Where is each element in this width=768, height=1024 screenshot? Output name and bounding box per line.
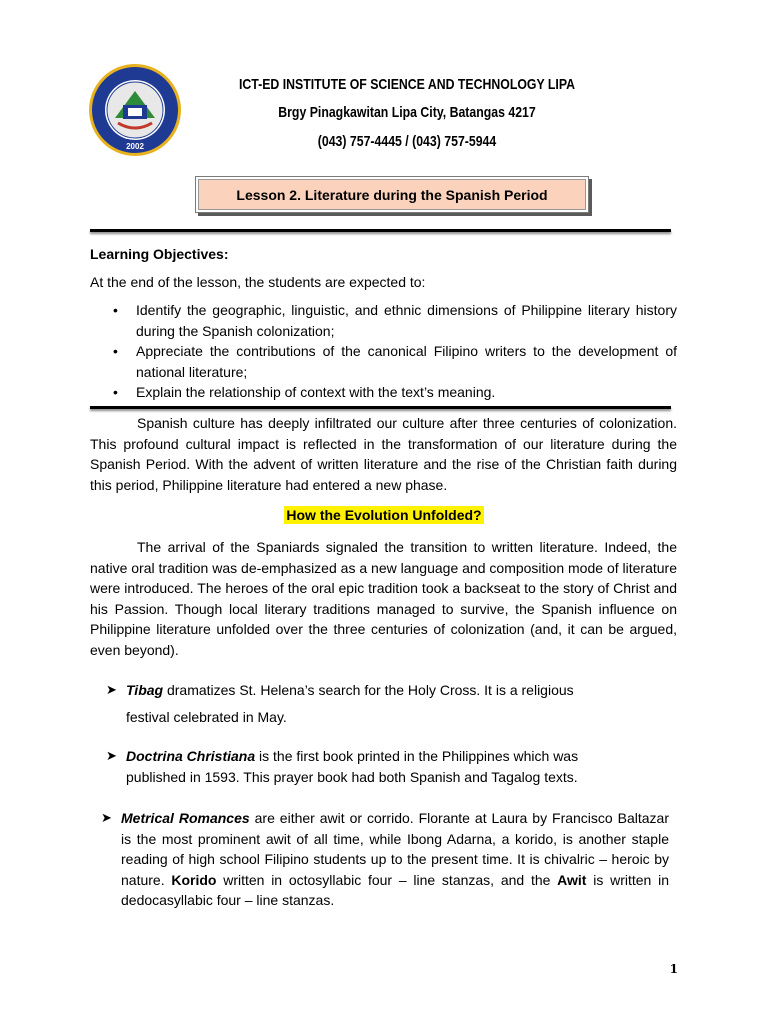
list-item: • Identify the geographic, linguistic, and ethnic dimensions of Philippine literary history during the Spanish colonization; [113,302,677,339]
list-item-tibag-cont: festival celebrated in May. [126,709,287,725]
term-metrical: Metrical Romances [121,810,250,826]
list-item: • Explain the relationship of context with the text’s meaning. [113,384,496,401]
list-item-doctrina: Doctrina Christiana is the first book printed in the Philippines which was [126,748,579,764]
logo-year: 2002 [126,142,144,151]
institution-address: Brgy Pinagkawitan Lipa City, Batangas 4217 [278,104,536,121]
arrow-bullet-icon: ➤ [101,810,112,825]
objectives-list [109,300,677,403]
term-awit: Awit [557,871,587,888]
objectives-intro: At the end of the lesson, the students are expected to: [90,274,426,290]
list-item: • Appreciate the contributions of the canonical Filipino writers to the development of national literature; [113,343,677,380]
lesson-title: Lesson 2. Literature during the Spanish Period [236,186,548,203]
term-tibag: Tibag [126,682,164,698]
arrow-bullet-icon: ➤ [106,682,117,697]
term-doctrina: Doctrina Christiana [126,748,256,764]
intro-paragraph: Spanish culture has deeply infiltrated our culture after three centuries of colonization. This profound cultural impact is reflected in the transformation of our literature during the Spanish Period. With the advent of written literature and the rise of the Christian faith during this period, Philippine literature had entered a new phase. [90,415,677,493]
page-number: 1 [669,962,678,976]
section-title-wrap [0,507,768,525]
term-korido: Korido [171,871,217,888]
arrow-bullet-icon: ➤ [106,748,117,763]
evolution-paragraph: The arrival of the Spaniards signaled the transition to written literature. Indeed, the native oral tradition was de-emphasized as a new language and composition mode of literature were introduced. The heroes of the oral epic tradition took a backseat to the story of Christ and his Passion. Though local literary traditions managed to survive, the Spanish influence on Philippine literature unfolded over the three centuries of colonization (and, it can be argued, even beyond). [90,539,677,658]
divider-top [90,229,671,232]
section-title: How the Evolution Unfolded? [286,507,482,523]
institution-name: ICT-ED INSTITUTE OF SCIENCE AND TECHNOLOGY LIPA [239,76,575,93]
divider-bottom [90,406,671,409]
list-item-tibag: Tibag dramatizes St. Helena’s search for the Holy Cross. It is a religious [126,682,574,698]
list-item-metrical: Metrical Romances are either awit or corrido. Florante at Laura by Francisco Baltazar is the most prominent awit of all time, while Ibong Adarna, a korido, is another staple reading of high school Filipino students up to the present time. It is chivalric – heroic by nature. Korido written in octosyllabic four – line stanzas, and the Awit is written in dedocasyllabic four – line stanzas. [121,810,669,909]
objectives-heading: Learning Objectives: [90,246,229,262]
list-item-doctrina-cont: published in 1593. This prayer book had both Spanish and Tagalog texts. [126,769,578,785]
lesson-title-box [195,176,589,213]
institution-phone: (043) 757-4445 / (043) 757-5944 [317,133,497,150]
